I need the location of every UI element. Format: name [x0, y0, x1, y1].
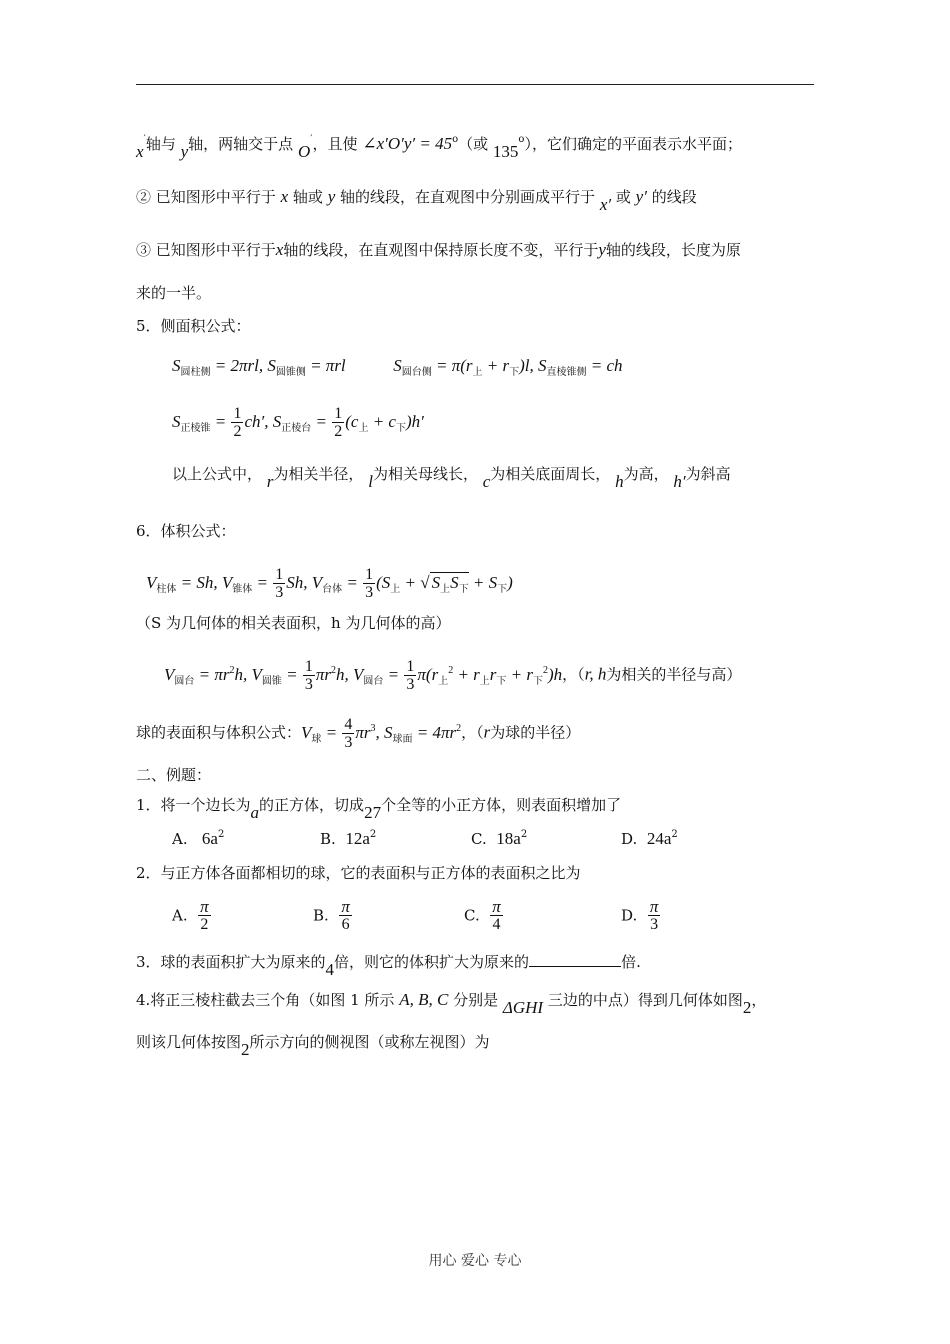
text: 个全等的小正方体，则表面积增加了 [381, 796, 622, 814]
text: 3．球的表面积扩大为原来的 [136, 953, 326, 971]
var-r: r [266, 472, 274, 491]
num-4: 4 [325, 960, 335, 979]
text: 为相关母线长， [372, 465, 478, 483]
text: 所示方向的侧视图（或称左视图）为 [249, 1033, 490, 1051]
q2-option-d[interactable]: D. $\frac{\pi}{3}$ [621, 897, 659, 933]
section-heading-examples: 二、例题： [136, 766, 212, 784]
text: ，且使 [312, 135, 358, 153]
text: ③ 已知图形中平行于 [136, 241, 276, 259]
points-abc: A, B, C [399, 990, 449, 1009]
text: 的正方体，切成 [259, 796, 365, 814]
num-2: 2 [742, 998, 752, 1017]
text: 轴的线段，在直观图中分别画成平行于 [340, 188, 596, 206]
question-3 [136, 952, 641, 979]
text: 则该几何体按图 [136, 1033, 242, 1051]
var-x-prime: x′ [599, 195, 612, 214]
var-x: x [275, 240, 284, 259]
text: 4.将正三棱柱截去三个角（如图 1 所示 [136, 991, 395, 1009]
text: 1．将一个边长为 [136, 796, 251, 814]
text: ， [751, 991, 767, 1009]
var-y: y [598, 240, 606, 259]
angle-expr: ∠x′O′y′ = 45 [362, 134, 453, 153]
volume-note: （S 为几何体的相关表面积，h 为几何体的高） [136, 614, 451, 632]
text: 三边的中点）得到几何体如图 [547, 991, 743, 1009]
axis-rule-line: x′轴与 y轴，两轴交于点 O′，且使 ∠x′O′y′ = $45^o$（或 135$^o$），它们确定的平面表示水平面； [136, 134, 742, 161]
text: 倍，则它的体积扩大为原来的 [334, 953, 530, 971]
var-c: c [482, 472, 491, 491]
question-1 [136, 795, 622, 822]
var-h: h [615, 472, 624, 491]
formula-sphere: 球的表面积与体积公式：$V_球$ = $\frac{4}{3}$ $\pi r^3$, $S_{球面} = 4\pi r^2$，（r为球的半径） [136, 716, 581, 751]
answer-blank[interactable] [529, 952, 621, 967]
q2-option-a[interactable]: A. $\frac{\pi}{2}$ [172, 897, 209, 933]
var-x: x [280, 187, 289, 206]
var-y-prime: y′ [635, 187, 647, 206]
var-y: y [180, 142, 189, 161]
parallel-rule-line [136, 187, 697, 214]
num-27: 27 [364, 803, 382, 822]
triangle-ghi: ΔGHI [502, 998, 544, 1017]
page-footer: 用心 爱心 专心 [428, 1253, 522, 1269]
question-2: 2．与正方体各面都相切的球，它的表面积与正方体的表面积之比为 [136, 864, 581, 882]
formula-lateral-2: $S_{正棱锥}$ = $\frac{1}{2}$ ch′, $S_{正棱台}$ = $\frac{1}{2}$ $(c_上 + c_下)h'$ [172, 405, 424, 440]
text: 为球的半径） [490, 723, 581, 742]
text: 轴与 [145, 135, 176, 153]
section-heading-lateral-area: 5．侧面积公式： [136, 317, 251, 335]
q1-option-c[interactable]: C. $18a^2$ [471, 829, 528, 848]
num-2: 2 [241, 1040, 250, 1059]
q1-option-b[interactable]: B. $12a^2$ [320, 829, 377, 848]
text: 分别是 [453, 991, 499, 1009]
text: 以上公式中， [172, 465, 263, 483]
var-a: a [250, 803, 260, 822]
text-line: 来的一半。 [136, 284, 212, 302]
text: 为高， [623, 465, 669, 483]
formula-lateral-1: $S_{圆柱侧} = 2\pi rl$, $S_{圆锥侧} = \pi rl$ $S_{圆台侧} = \pi(r_上 + r_下)l$, $S_{直棱锥侧}$ = ch [172, 356, 623, 378]
text: （或 [458, 135, 489, 153]
text: ），它们确定的平面表示水平面； [524, 135, 742, 153]
q2-option-b[interactable]: B. $\frac{\pi}{6}$ [313, 897, 350, 933]
text: 为相关半径， [273, 465, 364, 483]
q2-option-c[interactable]: C. $\frac{\pi}{4}$ [464, 897, 501, 933]
var-l: l [368, 472, 373, 491]
var-y: y [327, 187, 336, 206]
q1-option-a[interactable]: A. $6a^2$ [172, 829, 225, 848]
formula-volume-2: $V_{圆台} = \pi r^2h$, $V_{圆锥}$ = $\frac{1}{3}$ $\pi r^2h$, $V_{圆台}$ = $\frac{1}{3}$ $\pi(r_上^2 + r_上r_下 + r_下^2)h$，（r, h为相关的半径与高） [164, 658, 742, 693]
section-heading-volume: 6．体积公式： [136, 522, 236, 540]
text: 倍. [621, 953, 641, 971]
text: ② 已知图形中平行于 [136, 188, 276, 206]
var-h-prime: h′ [673, 472, 686, 491]
text: 的线段 [651, 188, 697, 206]
text: 球的表面积与体积公式： [136, 723, 302, 742]
formula-volume-1: $V_{柱体} = Sh$, $V_{锥体}$ = $\frac{1}{3}$ Sh, $V_{台体}$ = $\frac{1}{3}$ ($S_上$ + √ $S_上S_下 + S_下$) [146, 566, 513, 601]
text: 为斜高 [685, 465, 731, 483]
text: ，（ [461, 723, 484, 742]
angle-alt: 135 [492, 142, 519, 161]
text: 轴，两轴交于点 [188, 135, 294, 153]
variable-explanation [172, 464, 731, 491]
var-x: x [136, 142, 144, 161]
q1-option-d[interactable]: D. $24a^2$ [621, 829, 678, 848]
var-r: r [483, 722, 491, 742]
length-rule-line [136, 240, 741, 260]
var-O: O [297, 142, 311, 161]
text: 轴的线段，在直观图中保持原长度不变，平行于 [283, 241, 599, 259]
question-4-cont [136, 1032, 490, 1059]
text: 轴的线段，长度为原 [605, 241, 741, 259]
question-4 [136, 990, 767, 1017]
text: ，（ [562, 665, 585, 684]
header-rule [136, 84, 814, 85]
text: 为相关的半径与高） [606, 665, 742, 684]
text: 轴或 [292, 188, 323, 206]
text: 或 [615, 188, 631, 206]
text: 为相关底面周长， [490, 465, 611, 483]
